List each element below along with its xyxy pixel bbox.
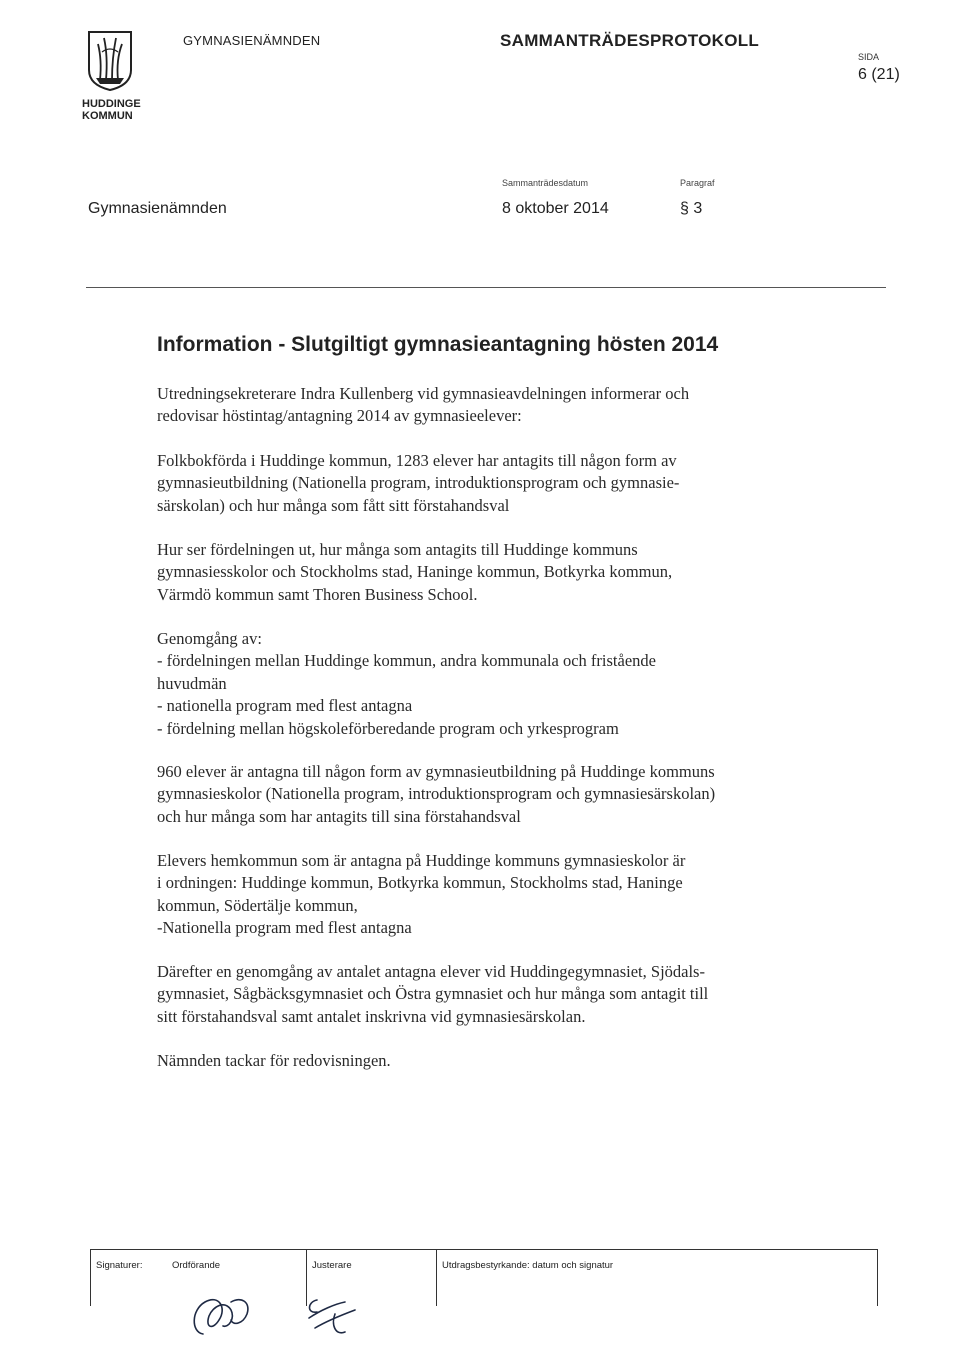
header-divider <box>86 287 886 288</box>
text-line: redovisar höstintag/antagning 2014 av gymnasieelever: <box>157 406 522 426</box>
document-type: SAMMANTRÄDESPROTOKOLL <box>500 31 760 50</box>
text-line: huvudmän <box>157 673 227 693</box>
committee-name: Gymnasienämnden <box>88 200 227 217</box>
page-title: Information - Slutgiltigt gymnasieantagning hösten 2014 <box>157 333 719 356</box>
text-line: -Nationella program med flest antagna <box>157 918 412 938</box>
page-number: 6 (21) <box>858 66 900 83</box>
divider <box>90 1250 91 1306</box>
paragraph <box>157 761 817 828</box>
paragraph <box>157 628 817 740</box>
adjuster-label: Justerare <box>312 1260 352 1271</box>
text-line: och hur många som har antagits till sina förstahandsval <box>157 806 521 826</box>
text-line: kommun, Södertälje kommun, <box>157 895 358 915</box>
text-line: Hur ser fördelningen ut, hur många som antagits till Huddinge kommuns <box>157 540 638 559</box>
text-line: särskolan) och hur många som fått sitt förstahandsval <box>157 495 510 515</box>
text-line: sitt förstahandsval samt antalet inskrivna vid gymnasiesärskolan. <box>157 1006 586 1026</box>
text-line: Därefter en genomgång av antalet antagna elever vid Huddingegymnasiet, Sjödals- <box>157 962 705 981</box>
text-line: Genomgång av: <box>157 629 262 648</box>
extract-label: Utdragsbestyrkande: datum och signatur <box>442 1260 614 1271</box>
text-line: - fördelning mellan högskoleförberedande program och yrkesprogram <box>157 718 619 738</box>
chair-signature <box>194 1300 248 1334</box>
text-line: Folkbokförda i Huddinge kommun, 1283 elever har antagits till någon form av <box>157 451 677 470</box>
signature-box <box>90 1249 878 1350</box>
meeting-date: 8 oktober 2014 <box>502 200 609 217</box>
logo-text <box>82 98 141 122</box>
text-line: Värmdö kommun samt Thoren Business School. <box>157 584 478 604</box>
divider <box>877 1250 878 1306</box>
text-line: - fördelningen mellan Huddinge kommun, andra kommunala och fristående <box>157 651 656 671</box>
paragraph <box>157 961 817 1028</box>
paragraph <box>157 383 817 428</box>
text-line: gymnasieutbildning (Nationella program, introduktionsprogram och gymnasie- <box>157 473 680 493</box>
text-line: gymnasiet, Sågbäcksgymnasiet och Östra gymnasiet och hur många som antagit till <box>157 984 709 1004</box>
text-line: - nationella program med flest antagna <box>157 696 413 716</box>
text-line: Elevers hemkommun som är antagna på Huddinge kommuns gymnasieskolor är <box>157 851 686 870</box>
text-line: gymnasiesskolor och Stockholms stad, Haninge kommun, Botkyrka kommun, <box>157 562 673 582</box>
text-line: Utredningsekreterare Indra Kullenberg vid gymnasieavdelningen informerar och <box>157 384 690 403</box>
text-line: Nämnden tackar för redovisningen. <box>157 1051 391 1070</box>
text-line: i ordningen: Huddinge kommun, Botkyrka kommun, Stockholms stad, Haninge <box>157 873 683 893</box>
adjuster-signature <box>309 1300 355 1333</box>
paragraph-number: § 3 <box>680 200 703 217</box>
logo-text-line2: KOMMUN <box>82 110 133 122</box>
huddinge-crest-logo <box>86 30 134 92</box>
signatures-label: Signaturer: <box>96 1260 143 1271</box>
paragraph-label: Paragraf <box>680 178 715 188</box>
text-line: gymnasieskolor (Nationella program, introduktionsprogram och gymnasiesärskolan) <box>157 784 716 804</box>
paragraph <box>157 850 817 940</box>
paragraph <box>157 450 817 517</box>
org-name: GYMNASIENÄMNDEN <box>183 33 321 48</box>
page-label: SIDA <box>858 52 880 62</box>
divider <box>436 1250 437 1306</box>
chair-label: Ordförande <box>172 1260 221 1271</box>
paragraph <box>157 539 817 606</box>
handwritten-signatures <box>185 1280 385 1346</box>
paragraph <box>157 1050 817 1072</box>
logo-text-line1: HUDDINGE <box>82 98 141 110</box>
text-line: 960 elever är antagna till någon form av gymnasieutbildning på Huddinge kommuns <box>157 762 715 781</box>
date-label: Sammanträdesdatum <box>502 178 589 188</box>
